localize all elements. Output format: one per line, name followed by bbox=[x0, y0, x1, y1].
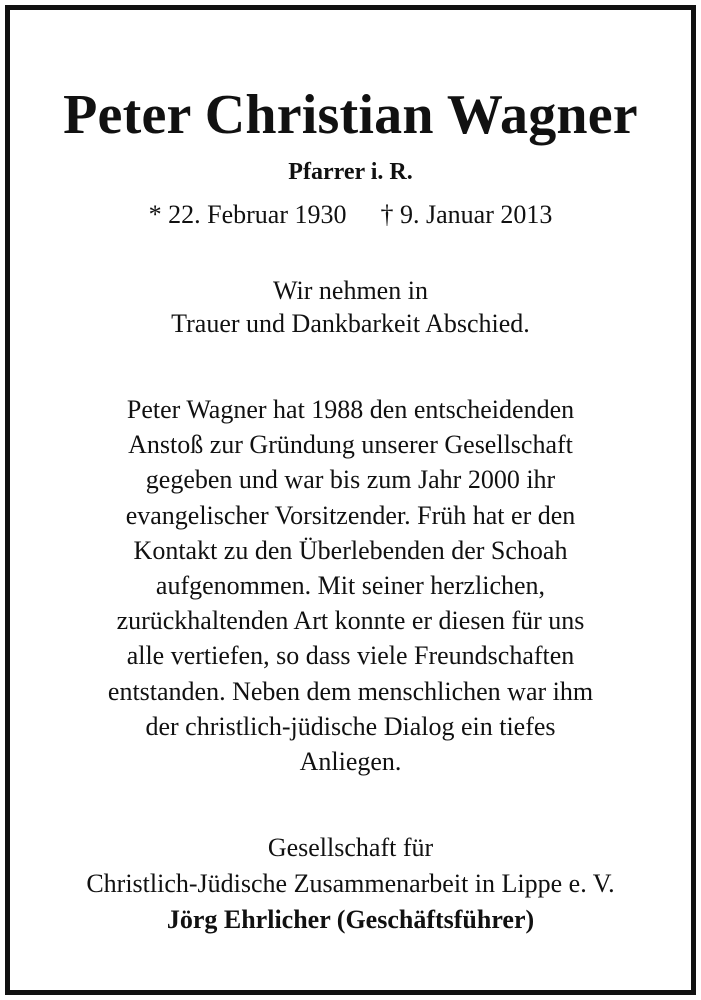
tribute-line: der christlich-jüdische Dialog ein tiefes bbox=[145, 711, 556, 741]
tribute-line: Kontakt zu den Überlebenden der Schoah bbox=[133, 535, 568, 565]
tribute-line: alle vertiefen, so dass viele Freundschaften bbox=[126, 641, 575, 671]
tribute-line: Anstoß zur Gründung unserer Gesellschaft bbox=[128, 430, 573, 460]
birth-date: * 22. Februar 1930 bbox=[148, 200, 347, 229]
tribute-line: Anliegen. bbox=[299, 747, 402, 777]
organization-name bbox=[0, 830, 701, 902]
tribute-text bbox=[0, 392, 701, 779]
tribute-line: aufgenommen. Mit seiner herzlichen, bbox=[155, 571, 546, 601]
tribute-line: gegeben und war bis zum Jahr 2000 ihr bbox=[145, 465, 556, 495]
tribute-line: evangelischer Vorsitzender. Früh hat er den bbox=[125, 500, 576, 530]
intro-line: Wir nehmen in bbox=[273, 276, 428, 305]
death-date: † 9. Januar 2013 bbox=[380, 200, 553, 229]
intro-line: Trauer und Dankbarkeit Abschied. bbox=[171, 309, 530, 338]
organization-line: Christlich-Jüdische Zusammenarbeit in Lippe e. V. bbox=[86, 869, 615, 898]
farewell-intro bbox=[0, 274, 701, 340]
tribute-line: entstanden. Neben dem menschlichen war ihm bbox=[107, 676, 594, 706]
organization-line: Gesellschaft für bbox=[267, 833, 434, 862]
tribute-line: Peter Wagner hat 1988 den entscheidenden bbox=[126, 395, 575, 424]
tribute-line: zurückhaltenden Art konnte er diesen für uns bbox=[116, 606, 585, 636]
deceased-title: Pfarrer i. R. bbox=[288, 159, 413, 185]
signatory: Jörg Ehrlicher (Geschäftsführer) bbox=[166, 905, 535, 934]
deceased-name: Peter Christian Wagner bbox=[63, 84, 638, 146]
life-dates bbox=[0, 198, 701, 232]
